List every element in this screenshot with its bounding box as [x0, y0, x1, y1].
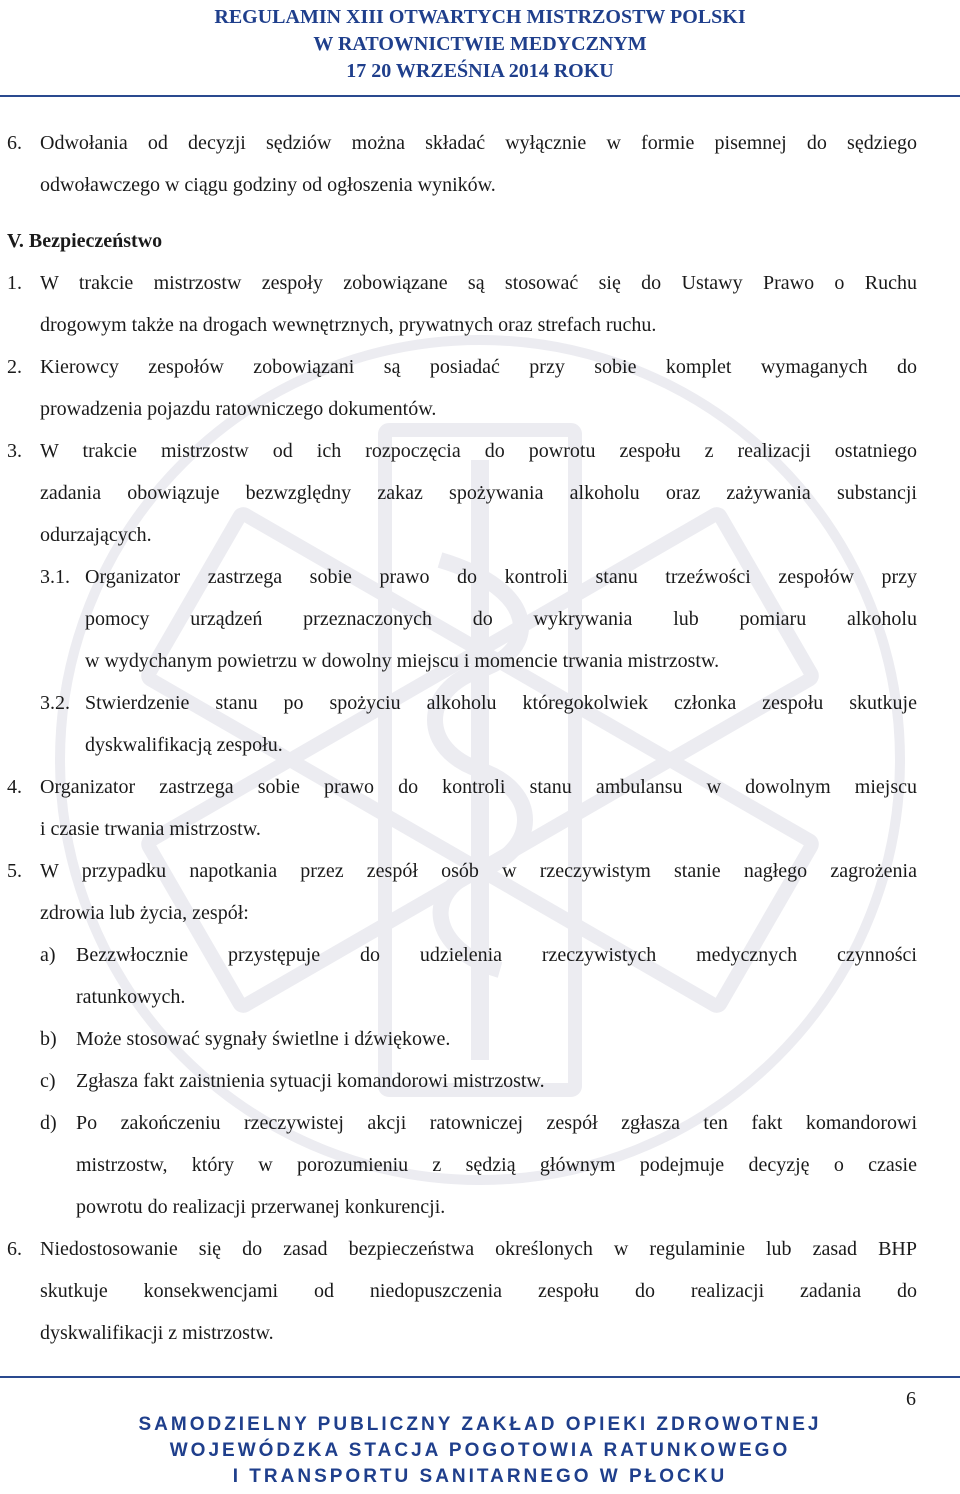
item-text: W trakcie mistrzostw od ich rozpoczęcia do powrotu zespołu z realizacji ostatniego — [40, 440, 917, 462]
rule-2-line-1 — [0, 346, 960, 388]
footer-divider — [0, 1376, 960, 1378]
item-text: zadania obowiązuje bezwzględny zakaz spożywania alkoholu oraz zażywania substancji — [40, 482, 917, 504]
document-header — [0, 4, 960, 85]
rule-1-line-1 — [0, 262, 960, 304]
item-text: odwoławczego w ciągu godziny od ogłoszenia wyników. — [40, 174, 496, 196]
item-text: Zgłasza fakt zaistnienia sytuacji komandorowi mistrzostw. — [76, 1070, 545, 1092]
rule-5a-line-2 — [0, 976, 960, 1018]
header-title-line-2: W RATOWNICTWIE MEDYCZNYM — [313, 33, 647, 55]
rule-6-line-2 — [0, 1270, 960, 1312]
rule-5d-line-3 — [0, 1186, 960, 1228]
footer-line-3: I TRANSPORTU SANITARNEGO W PŁOCKU — [232, 1466, 728, 1487]
item-text: zdrowia lub życia, zespół: — [40, 902, 249, 924]
item-text: W przypadku napotkania przez zespół osób w rzeczywistym stanie nagłego zagrożenia — [40, 860, 917, 882]
rule-3-2-line-1 — [0, 682, 960, 724]
item-text: Bezzwłocznie przystępuje do udzielenia rzeczywistych medycznych czynności — [76, 944, 917, 966]
item-letter: b) — [40, 1028, 57, 1050]
item-text: dyskwalifikacją zespołu. — [85, 734, 283, 756]
item-number: 3. — [7, 440, 22, 462]
section-heading — [0, 220, 960, 262]
paragraph-6-line-1 — [0, 122, 960, 164]
footer-line-1: SAMODZIELNY PUBLICZNY ZAKŁAD OPIEKI ZDROWOTNEJ — [138, 1414, 822, 1435]
item-letter: a) — [40, 944, 56, 966]
item-number: 6. — [7, 132, 22, 154]
item-text: ratunkowych. — [76, 986, 186, 1008]
rule-3-1-line-3 — [0, 640, 960, 682]
item-text: Organizator zastrzega sobie prawo do kontroli stanu ambulansu w dowolnym miejscu — [40, 776, 917, 798]
rule-2-line-2 — [0, 388, 960, 430]
rule-3-2-line-2 — [0, 724, 960, 766]
item-text: skutkuje konsekwencjami od niedopuszczenia zespołu do realizacji zadania do — [40, 1280, 917, 1302]
rule-3-line-3 — [0, 514, 960, 556]
item-text: drogowym także na drogach wewnętrznych, prywatnych oraz strefach ruchu. — [40, 314, 657, 336]
item-text: powrotu do realizacji przerwanej konkurencji. — [76, 1196, 446, 1218]
item-text: mistrzostw, który w porozumieniu z sędzią głównym podejmuje decyzję o czasie — [76, 1154, 917, 1176]
rule-3-line-2 — [0, 472, 960, 514]
rule-3-1-line-1 — [0, 556, 960, 598]
rule-3-line-1 — [0, 430, 960, 472]
item-text: Odwołania od decyzji sędziów można składać wyłącznie w formie pisemnej do sędziego — [40, 132, 917, 154]
rule-5d-line-1 — [0, 1102, 960, 1144]
item-text: Organizator zastrzega sobie prawo do kontroli stanu trzeźwości zespołów przy — [85, 566, 917, 588]
item-text: dyskwalifikacji z mistrzostw. — [40, 1322, 274, 1344]
item-number: 6. — [7, 1238, 22, 1260]
rule-6-line-1 — [0, 1228, 960, 1270]
rule-4-line-1 — [0, 766, 960, 808]
rule-5-line-2 — [0, 892, 960, 934]
section-title: V. Bezpieczeństwo — [7, 230, 163, 252]
item-text: Po zakończeniu rzeczywistej akcji ratowniczej zespół zgłasza ten fakt komandorowi — [76, 1112, 917, 1134]
item-text: Stwierdzenie stanu po spożyciu alkoholu któregokolwiek członka zespołu skutkuje — [85, 692, 917, 714]
item-letter: c) — [40, 1070, 56, 1092]
rule-5-line-1 — [0, 850, 960, 892]
paragraph-6-line-2 — [0, 164, 960, 206]
rule-3-1-line-2 — [0, 598, 960, 640]
header-divider — [0, 95, 960, 97]
header-title-line-1: REGULAMIN XIII OTWARTYCH MISTRZOSTW POLSKI — [214, 6, 746, 28]
item-number: 2. — [7, 356, 22, 378]
page-number: 6 — [906, 1388, 916, 1410]
rule-6-line-3 — [0, 1312, 960, 1354]
item-number: 1. — [7, 272, 22, 294]
rule-5d-line-2 — [0, 1144, 960, 1186]
rule-4-line-2 — [0, 808, 960, 850]
footer-line-2: WOJEWÓDZKA STACJA POGOTOWIA RATUNKOWEGO — [169, 1440, 791, 1461]
item-letter: d) — [40, 1112, 57, 1134]
item-text: Kierowcy zespołów zobowiązani są posiadać przy sobie komplet wymaganych do — [40, 356, 917, 378]
item-text: odurzających. — [40, 524, 152, 546]
item-text: w wydychanym powietrzu w dowolny miejscu i momencie trwania mistrzostw. — [85, 650, 720, 672]
item-text: pomocy urządzeń przeznaczonych do wykrywania lub pomiaru alkoholu — [85, 608, 917, 630]
item-text: W trakcie mistrzostw zespoły zobowiązane są stosować się do Ustawy Prawo o Ruchu — [40, 272, 917, 294]
item-number: 5. — [7, 860, 22, 882]
header-date: 17 20 WRZEŚNIA 2014 ROKU — [346, 60, 614, 82]
rule-5a-line-1 — [0, 934, 960, 976]
document-footer — [0, 1412, 960, 1490]
item-text: Niedostosowanie się do zasad bezpieczeństwa określonych w regulaminie lub zasad BHP — [40, 1238, 917, 1260]
rule-1-line-2 — [0, 304, 960, 346]
item-text: prowadzenia pojazdu ratowniczego dokumentów. — [40, 398, 437, 420]
rule-5c — [0, 1060, 960, 1102]
item-number: 3.2. — [40, 692, 70, 714]
item-number: 3.1. — [40, 566, 70, 588]
item-number: 4. — [7, 776, 22, 798]
rule-5b — [0, 1018, 960, 1060]
item-text: i czasie trwania mistrzostw. — [40, 818, 261, 840]
item-text: Może stosować sygnały świetlne i dźwiękowe. — [76, 1028, 451, 1050]
